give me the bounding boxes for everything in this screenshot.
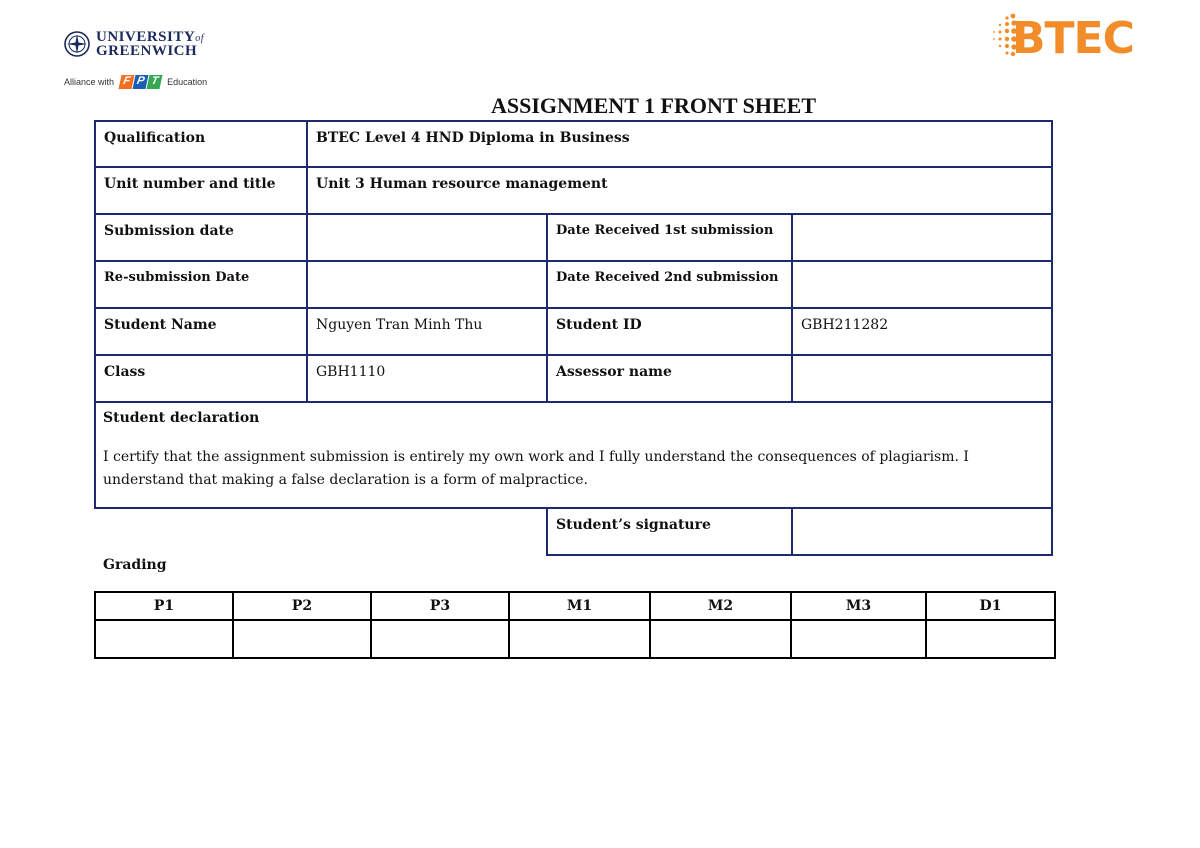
grade-cell-p1[interactable] [95,620,233,658]
grading-header-row [95,592,1055,620]
fpt-letter-t: T [146,75,162,89]
university-name-line2: GREENWICH [96,43,198,59]
page-title: ASSIGNMENT 1 FRONT SHEET [491,93,816,118]
alliance-prefix: Alliance with [64,77,115,87]
unit-label: Unit number and title [104,176,276,192]
student-id-label: Student ID [556,317,642,333]
grading-table [94,591,1056,659]
grade-header-p3: P3 [371,592,509,620]
university-of-greenwich-logo [64,28,208,90]
grade-header-m2: M2 [650,592,791,620]
btec-wordmark: BTEC [1012,13,1134,64]
signature-value[interactable] [793,509,1051,554]
submission-date-label: Submission date [104,223,234,239]
assessor-name-label: Assessor name [556,364,672,380]
grade-header-m3: M3 [791,592,926,620]
btec-logo [990,12,1140,62]
assessor-name-value[interactable] [793,356,1051,401]
resubmission-date-value[interactable] [308,262,546,307]
signature-label: Student’s signature [556,517,711,533]
student-name-label: Student Name [104,317,217,333]
fpt-letter-p: P [132,75,148,89]
grade-cell-d1[interactable] [926,620,1055,658]
grade-cell-m1[interactable] [509,620,650,658]
grade-cell-m3[interactable] [791,620,926,658]
fpt-mark [120,75,162,89]
received-2nd-label: Date Received 2nd submission [556,270,779,285]
grade-header-p2: P2 [233,592,371,620]
student-id-value[interactable]: GBH211282 [801,317,889,333]
student-name-value[interactable]: Nguyen Tran Minh Thu [316,317,483,333]
student-declaration-heading: Student declaration [103,410,260,426]
grade-header-m1: M1 [509,592,650,620]
grade-cell-p3[interactable] [371,620,509,658]
alliance-suffix: Education [167,77,208,87]
grade-header-d1: D1 [926,592,1055,620]
received-2nd-value[interactable] [793,262,1051,307]
received-1st-label: Date Received 1st submission [556,223,774,238]
submission-date-value[interactable] [308,215,546,260]
received-1st-value[interactable] [793,215,1051,260]
grading-value-row [95,620,1055,658]
class-value[interactable]: GBH1110 [316,364,386,380]
fpt-alliance-logo [64,75,207,93]
qualification-value: BTEC Level 4 HND Diploma in Business [316,130,630,146]
unit-value: Unit 3 Human resource management [316,176,608,192]
grading-label: Grading [103,557,167,573]
grade-cell-m2[interactable] [650,620,791,658]
qualification-label: Qualification [104,130,206,146]
resubmission-date-label: Re-submission Date [104,270,250,285]
student-declaration-text: I certify that the assignment submission is entirely my own work and I fully understand the consequences of plagiarism. I understand that making a false declaration is a form of malpractice. [103,449,969,488]
grade-cell-p2[interactable] [233,620,371,658]
class-label: Class [104,364,146,380]
grade-header-p1: P1 [95,592,233,620]
university-seal-icon [64,31,90,57]
university-name-line1: UNIVERSITYof [96,29,204,45]
fpt-letter-f: F [118,75,134,89]
